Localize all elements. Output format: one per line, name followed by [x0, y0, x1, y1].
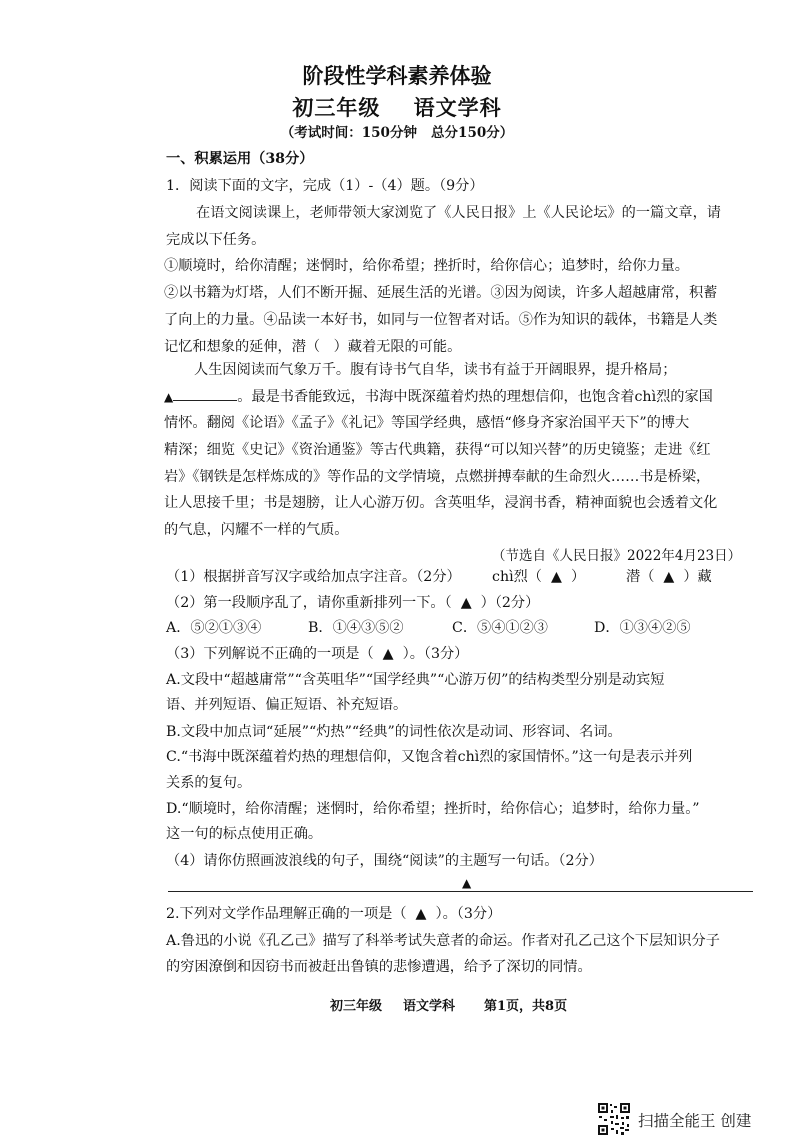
question-1-intro: 1．阅读下面的文字，完成（1）-（4）题。（9分）: [166, 178, 484, 194]
option-d[interactable]: D．①③④②⑤: [594, 620, 691, 636]
footer-subject: 语文学科: [403, 999, 456, 1014]
passage-line: 的气息，闪耀不一样的气质。: [164, 522, 349, 538]
section-heading: 一、积累运用（38分）: [166, 151, 314, 167]
passage-line: 岩》《钢铁是怎样炼成的》等作品的文学情境，点燃拼搏奉献的生命烈火……书是桥梁，: [164, 469, 711, 485]
sub-question-3: （3）下列解说不正确的一项是（ ▲ ）。（3分）: [166, 646, 469, 662]
option-a-line[interactable]: A.文段中“超越庸常”“含英咀华”“国学经典”“心游万仞”的结构类型分别是动宾短: [166, 672, 665, 688]
option-d-line: 这一句的标点使用正确。: [166, 826, 323, 842]
passage-line: 了向上的力量。④品读一本好书，如同与一位智者对话。⑤作为知识的载体，书籍是人类: [164, 312, 718, 328]
page-title: 阶段性学科素养体验: [302, 63, 492, 88]
footer-page-number: 第1页，共8页: [484, 999, 568, 1014]
option-a-line: 的穷困潦倒和因窃书而被赶出鲁镇的悲惨遭遇，给予了深切的同情。: [166, 959, 592, 975]
passage-line: ②以书籍为灯塔，人们不断开掘、延展生活的光谱。③因为阅读，许多人超越庸常，积蓄: [164, 285, 718, 301]
passage-line: 人生因阅读而气象万千。腹有诗书气自华，读书有益于开阔眼界，提升格局；: [194, 362, 677, 378]
question-2: 2.下列对文学作品理解正确的一项是（ ▲ ）。（3分）: [166, 906, 502, 922]
passage-line: 记忆和想象的延伸，潜（ ）藏着无限的可能。: [164, 339, 462, 355]
answer-line[interactable]: [168, 891, 753, 892]
sub-question-1: （1）根据拼音写汉字或给加点字注音。（2分）: [166, 569, 461, 585]
sub-question-2: （2）第一段顺序乱了，请你重新排列一下。（ ▲ ）（2分）: [166, 595, 540, 611]
passage-line: ①顺境时，给你清醒；迷惘时，给你希望；挫折时，给你信心；追梦时，给你力量。: [164, 258, 689, 274]
passage-text: 。最是书香能致远，书海中既深蕴着灼热的理想信仰，也饱含着chì烈的家国: [237, 389, 713, 405]
qr-code-icon: [597, 1102, 631, 1136]
passage-line: 在语文阅读课上，老师带领大家浏览了《人民日报》上《人民论坛》的一篇文章，请: [196, 205, 721, 221]
option-b[interactable]: B．①④③⑤②: [308, 620, 404, 636]
answer-line-marker: ▲: [462, 876, 472, 890]
option-a-line[interactable]: A.鲁迅的小说《孔乙己》描写了科举考试失意者的命运。作者对孔乙己这个下层知识分子: [166, 933, 720, 949]
answer-blank[interactable]: [173, 388, 237, 401]
passage-line: 让人思接千里；书是翅膀，让人心游万仞。含英咀华，浸润书香，精神面貌也会透着文化: [164, 495, 718, 511]
passage-line: 完成以下任务。: [166, 232, 266, 248]
option-c[interactable]: C．⑤④①②③: [452, 620, 548, 636]
answer-blank-marker: ▲: [164, 390, 174, 404]
scanner-watermark: 扫描全能王 创建: [638, 1112, 752, 1130]
passage-source: （节选自《人民日报》2022年4月23日）: [492, 548, 742, 564]
option-a-line: 语、并列短语、偏正短语、补充短语。: [166, 697, 408, 713]
footer-grade: 初三年级: [330, 999, 383, 1014]
sub-question-4: （4）请你仿照画波浪线的句子，围绕“阅读”的主题写一句话。（2分）: [166, 853, 603, 869]
option-c-line[interactable]: C.“书海中既深蕴着灼热的理想信仰，又饱含着chì烈的家国情怀。”这一句是表示并列: [166, 749, 693, 765]
sub-question-1-item-a[interactable]: chì烈（ ▲ ）: [492, 569, 586, 585]
option-d-line[interactable]: D.“顺境时，给你清醒；迷惘时，给你希望；挫折时，给你信心；追梦时，给你力量。”: [166, 801, 700, 817]
passage-line: 情怀。翻阅《论语》《孟子》《礼记》等国学经典，感悟“修身齐家治国平天下”的博大: [164, 415, 690, 431]
option-a[interactable]: A．⑤②①③④: [166, 620, 262, 636]
page-subtitle: 初三年级 语文学科: [292, 95, 502, 120]
sub-question-1-item-b[interactable]: 潜（ ▲ ）藏: [626, 569, 712, 585]
exam-info: （考试时间：150分钟 总分150分）: [280, 125, 514, 141]
option-b-line[interactable]: B.文段中加点词“延展”“灼热”“经典”的词性依次是动词、形容词、名词。: [166, 724, 622, 740]
passage-line: 精深；细览《史记》《资治通鉴》等古代典籍，获得“可以知兴替”的历史镜鉴；走进《红: [164, 442, 711, 458]
passage-line-with-blank: [164, 386, 713, 406]
option-c-line: 关系的复句。: [166, 775, 252, 791]
